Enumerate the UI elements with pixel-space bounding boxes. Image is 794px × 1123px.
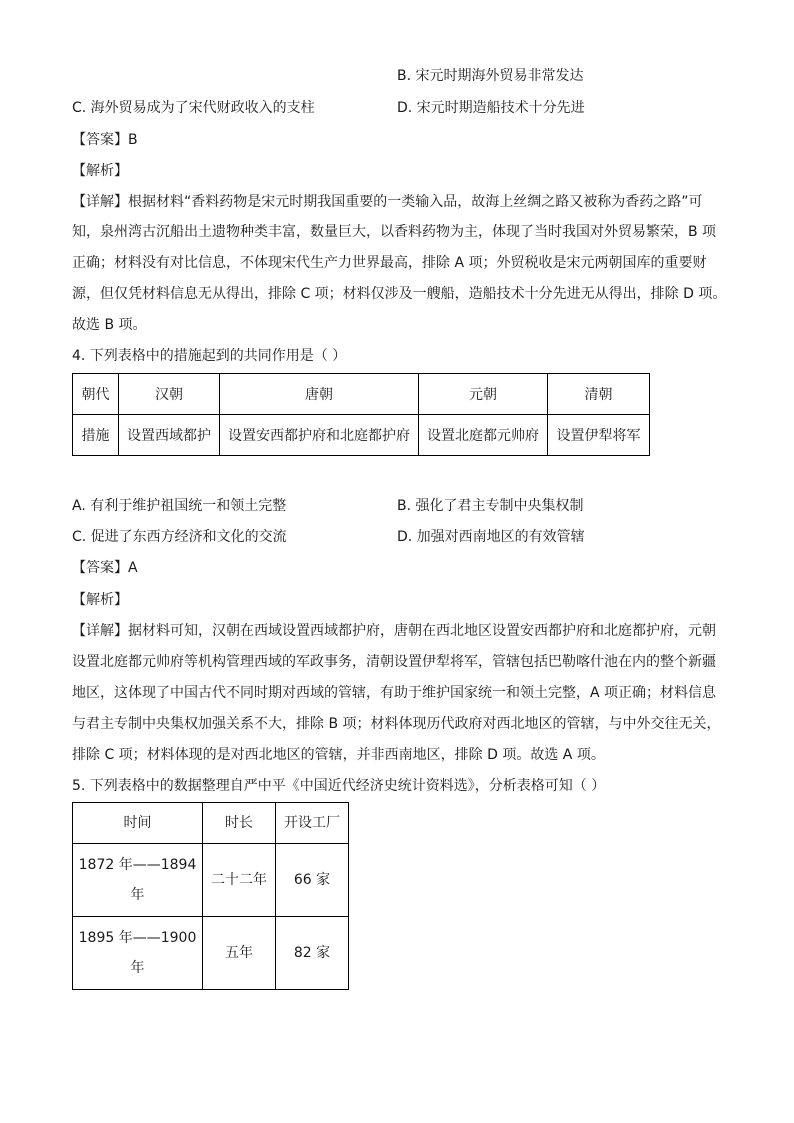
- q3-option-d: D. 宋元时期造船技术十分先进: [397, 100, 585, 116]
- table-cell: 设置伊犁将军: [548, 415, 650, 456]
- q4-detail-line: 地区，这体现了中国古代不同时期对西域的管辖，有助于维护国家统一和领土完整，A 项正确；材料信息: [72, 685, 717, 701]
- table-cell: 唐朝: [220, 374, 419, 415]
- q4-option-c: C. 促进了东西方经济和文化的交流: [72, 529, 287, 545]
- table-cell: 措施: [73, 415, 119, 456]
- table-cell: 66 家: [276, 844, 349, 917]
- q3-detail-line: 知，泉州湾古沉船出土遗物种类丰富，数量巨大，以香料药物为主，体现了当时我国对外贸易繁荣，B 项: [72, 224, 717, 240]
- table-cell: 设置北庭都元帅府: [419, 415, 548, 456]
- q5-question: 5. 下列表格中的数据整理自严中平《中国近代经济史统计资料选》，分析表格可知（ ）: [72, 778, 606, 794]
- q4-detail-line: 【详解】据材料可知，汉朝在西域设置西域都护府，唐朝在西北地区设置安西都护府和北庭都护府，元朝: [72, 623, 716, 639]
- q4-detail-line: 排除 C 项；材料体现的是对西北地区的管辖，并非西南地区，排除 D 项。故选 A 项。: [72, 747, 605, 763]
- table-row: [73, 415, 650, 456]
- q3-option-c: C. 海外贸易成为了宋代财政收入的支柱: [72, 100, 315, 116]
- table-cell: 汉朝: [119, 374, 220, 415]
- table-cell: 设置安西都护府和北庭都护府: [220, 415, 419, 456]
- cell-text-line: 年: [130, 960, 145, 976]
- table-cell: 82 家: [276, 917, 349, 990]
- q4-detail-line: 设置北庭都元帅府等机构管理西域的军政事务，清朝设置伊犁将军，管辖包括巴勒喀什池在内的整个新疆: [72, 654, 716, 670]
- q4-option-b: B. 强化了君主专制中央集权制: [397, 498, 584, 514]
- table-cell: 开设工厂: [276, 803, 349, 844]
- q4-question: 4. 下列表格中的措施起到的共同作用是（ ）: [72, 348, 347, 364]
- table-row: [73, 374, 650, 415]
- q3-detail-line: 【详解】根据材料“香料药物是宋元时期我国重要的一类输入品，故海上丝绸之路又被称为香药之路”可: [72, 194, 703, 210]
- cell-text-line: 1872 年——1894: [78, 857, 197, 873]
- table-cell: 二十二年: [203, 844, 276, 917]
- table-row: [73, 803, 349, 844]
- table-cell: 清朝: [548, 374, 650, 415]
- cell-text-line: 年: [130, 887, 145, 903]
- cell-text-line: 1895 年——1900: [78, 930, 197, 946]
- q3-detail-line: 正确；材料没有对比信息，不体现宋代生产力世界最高，排除 A 项；外贸税收是宋元两朝国库的重要财: [72, 255, 707, 271]
- q4-analysis-label: 【解析】: [72, 592, 128, 608]
- table-cell: 元朝: [419, 374, 548, 415]
- q3-answer: 【答案】B: [72, 132, 138, 148]
- table-cell: 时长: [203, 803, 276, 844]
- q4-answer: 【答案】A: [72, 560, 138, 576]
- q4-option-a: A. 有利于维护祖国统一和领土完整: [72, 498, 287, 514]
- table-cell: 五年: [203, 917, 276, 990]
- table-cell: 时间: [73, 803, 203, 844]
- q4-detail-line: 与君主专制中央集权加强关系不大，排除 B 项；材料体现历代政府对西北地区的管辖，与中外交往无关，: [72, 716, 721, 732]
- q3-analysis-label: 【解析】: [72, 163, 128, 179]
- table-cell: [73, 917, 203, 990]
- q3-detail-line: 源，但仅凭材料信息无从得出，排除 C 项；材料仅涉及一艘船，造船技术十分先进无从得出，排除 D 项。: [72, 286, 727, 302]
- table-cell: 朝代: [73, 374, 119, 415]
- q5-table: [72, 802, 349, 990]
- q4-option-d: D. 加强对西南地区的有效管辖: [397, 529, 585, 545]
- q3-option-b: B. 宋元时期海外贸易非常发达: [397, 68, 584, 84]
- table-row: [73, 844, 349, 917]
- q3-detail-line: 故选 B 项。: [72, 317, 147, 333]
- table-cell: [73, 844, 203, 917]
- table-cell: 设置西域都护: [119, 415, 220, 456]
- table-row: [73, 917, 349, 990]
- q4-table: [72, 373, 650, 456]
